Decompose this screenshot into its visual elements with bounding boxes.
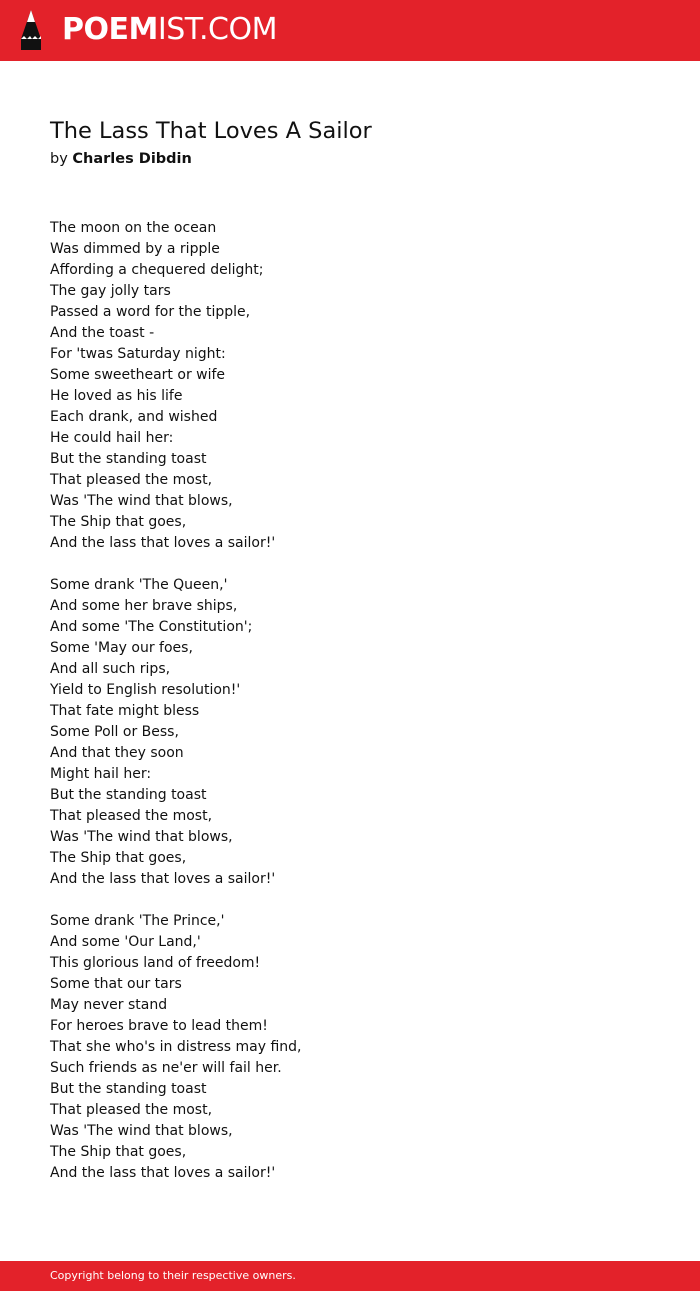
poem-line: He loved as his life — [50, 388, 183, 404]
poem-line: He could hail her: — [50, 430, 174, 446]
poem-line: Some drank 'The Prince,' — [50, 913, 225, 929]
poem-line: The Ship that goes, — [50, 850, 187, 866]
poem-line: Was 'The wind that blows, — [50, 829, 233, 845]
poem-line: And that they soon — [50, 745, 184, 761]
poem-line: Some sweetheart or wife — [50, 367, 226, 383]
poem-line: Some Poll or Bess, — [50, 724, 179, 740]
poem-line: Might hail her: — [50, 766, 152, 782]
poem-line: Was dimmed by a ripple — [50, 241, 220, 257]
poem-line: And the lass that loves a sailor!' — [50, 871, 276, 887]
poem-line: But the standing toast — [50, 451, 207, 467]
logo-light-text: IST.COM — [157, 12, 277, 47]
poem-line: Some that our tars — [50, 976, 182, 992]
poem-line: The Ship that goes, — [50, 1144, 187, 1160]
copyright-text: Copyright belong to their respective owners. — [50, 1269, 296, 1282]
poem-line: But the standing toast — [50, 1081, 207, 1097]
poem-stanza — [50, 575, 302, 890]
poem-line: Some drank 'The Queen,' — [50, 577, 228, 593]
site-header — [0, 0, 700, 61]
poem-line: That pleased the most, — [50, 472, 213, 488]
poem-line: For 'twas Saturday night: — [50, 346, 226, 362]
poem-line: And some her brave ships, — [50, 598, 238, 614]
poem-line: The Ship that goes, — [50, 514, 187, 530]
poem-body — [50, 218, 302, 1205]
poem-line: Such friends as ne'er will fail her. — [50, 1060, 282, 1076]
site-logo[interactable] — [62, 12, 277, 48]
poem-line: This glorious land of freedom! — [50, 955, 261, 971]
poem-line: Was 'The wind that blows, — [50, 493, 233, 509]
logo-bold-text: POEM — [62, 12, 158, 47]
poem-line: Each drank, and wished — [50, 409, 218, 425]
site-footer — [0, 1261, 700, 1291]
poem-line: And all such rips, — [50, 661, 171, 677]
poem-line: And some 'The Constitution'; — [50, 619, 253, 635]
poem-title: The Lass That Loves A Sailor — [50, 118, 372, 144]
poem-line: That she who's in distress may find, — [50, 1039, 302, 1055]
poem-line: Yield to English resolution!' — [50, 682, 241, 698]
poem-line: The gay jolly tars — [50, 283, 171, 299]
poem-line: Some 'May our foes, — [50, 640, 193, 656]
poem-line: May never stand — [50, 997, 168, 1013]
poem-line: And some 'Our Land,' — [50, 934, 201, 950]
poem-line: That pleased the most, — [50, 1102, 213, 1118]
poem-stanza — [50, 218, 302, 554]
poem-line: That pleased the most, — [50, 808, 213, 824]
poem-line: Passed a word for the tipple, — [50, 304, 251, 320]
pencil-tip-icon[interactable] — [18, 9, 44, 51]
by-label: by — [50, 151, 68, 167]
poem-line: Affording a chequered delight; — [50, 262, 264, 278]
poem-line: For heroes brave to lead them! — [50, 1018, 268, 1034]
byline — [50, 148, 192, 170]
poem-line: But the standing toast — [50, 787, 207, 803]
poem-line: That fate might bless — [50, 703, 200, 719]
poem-line: Was 'The wind that blows, — [50, 1123, 233, 1139]
poem-line: And the lass that loves a sailor!' — [50, 535, 276, 551]
poem-stanza — [50, 911, 302, 1184]
author-name: Charles Dibdin — [72, 151, 192, 167]
poem-line: And the toast - — [50, 325, 155, 341]
poem-line: The moon on the ocean — [50, 220, 217, 236]
poem-line: And the lass that loves a sailor!' — [50, 1165, 276, 1181]
